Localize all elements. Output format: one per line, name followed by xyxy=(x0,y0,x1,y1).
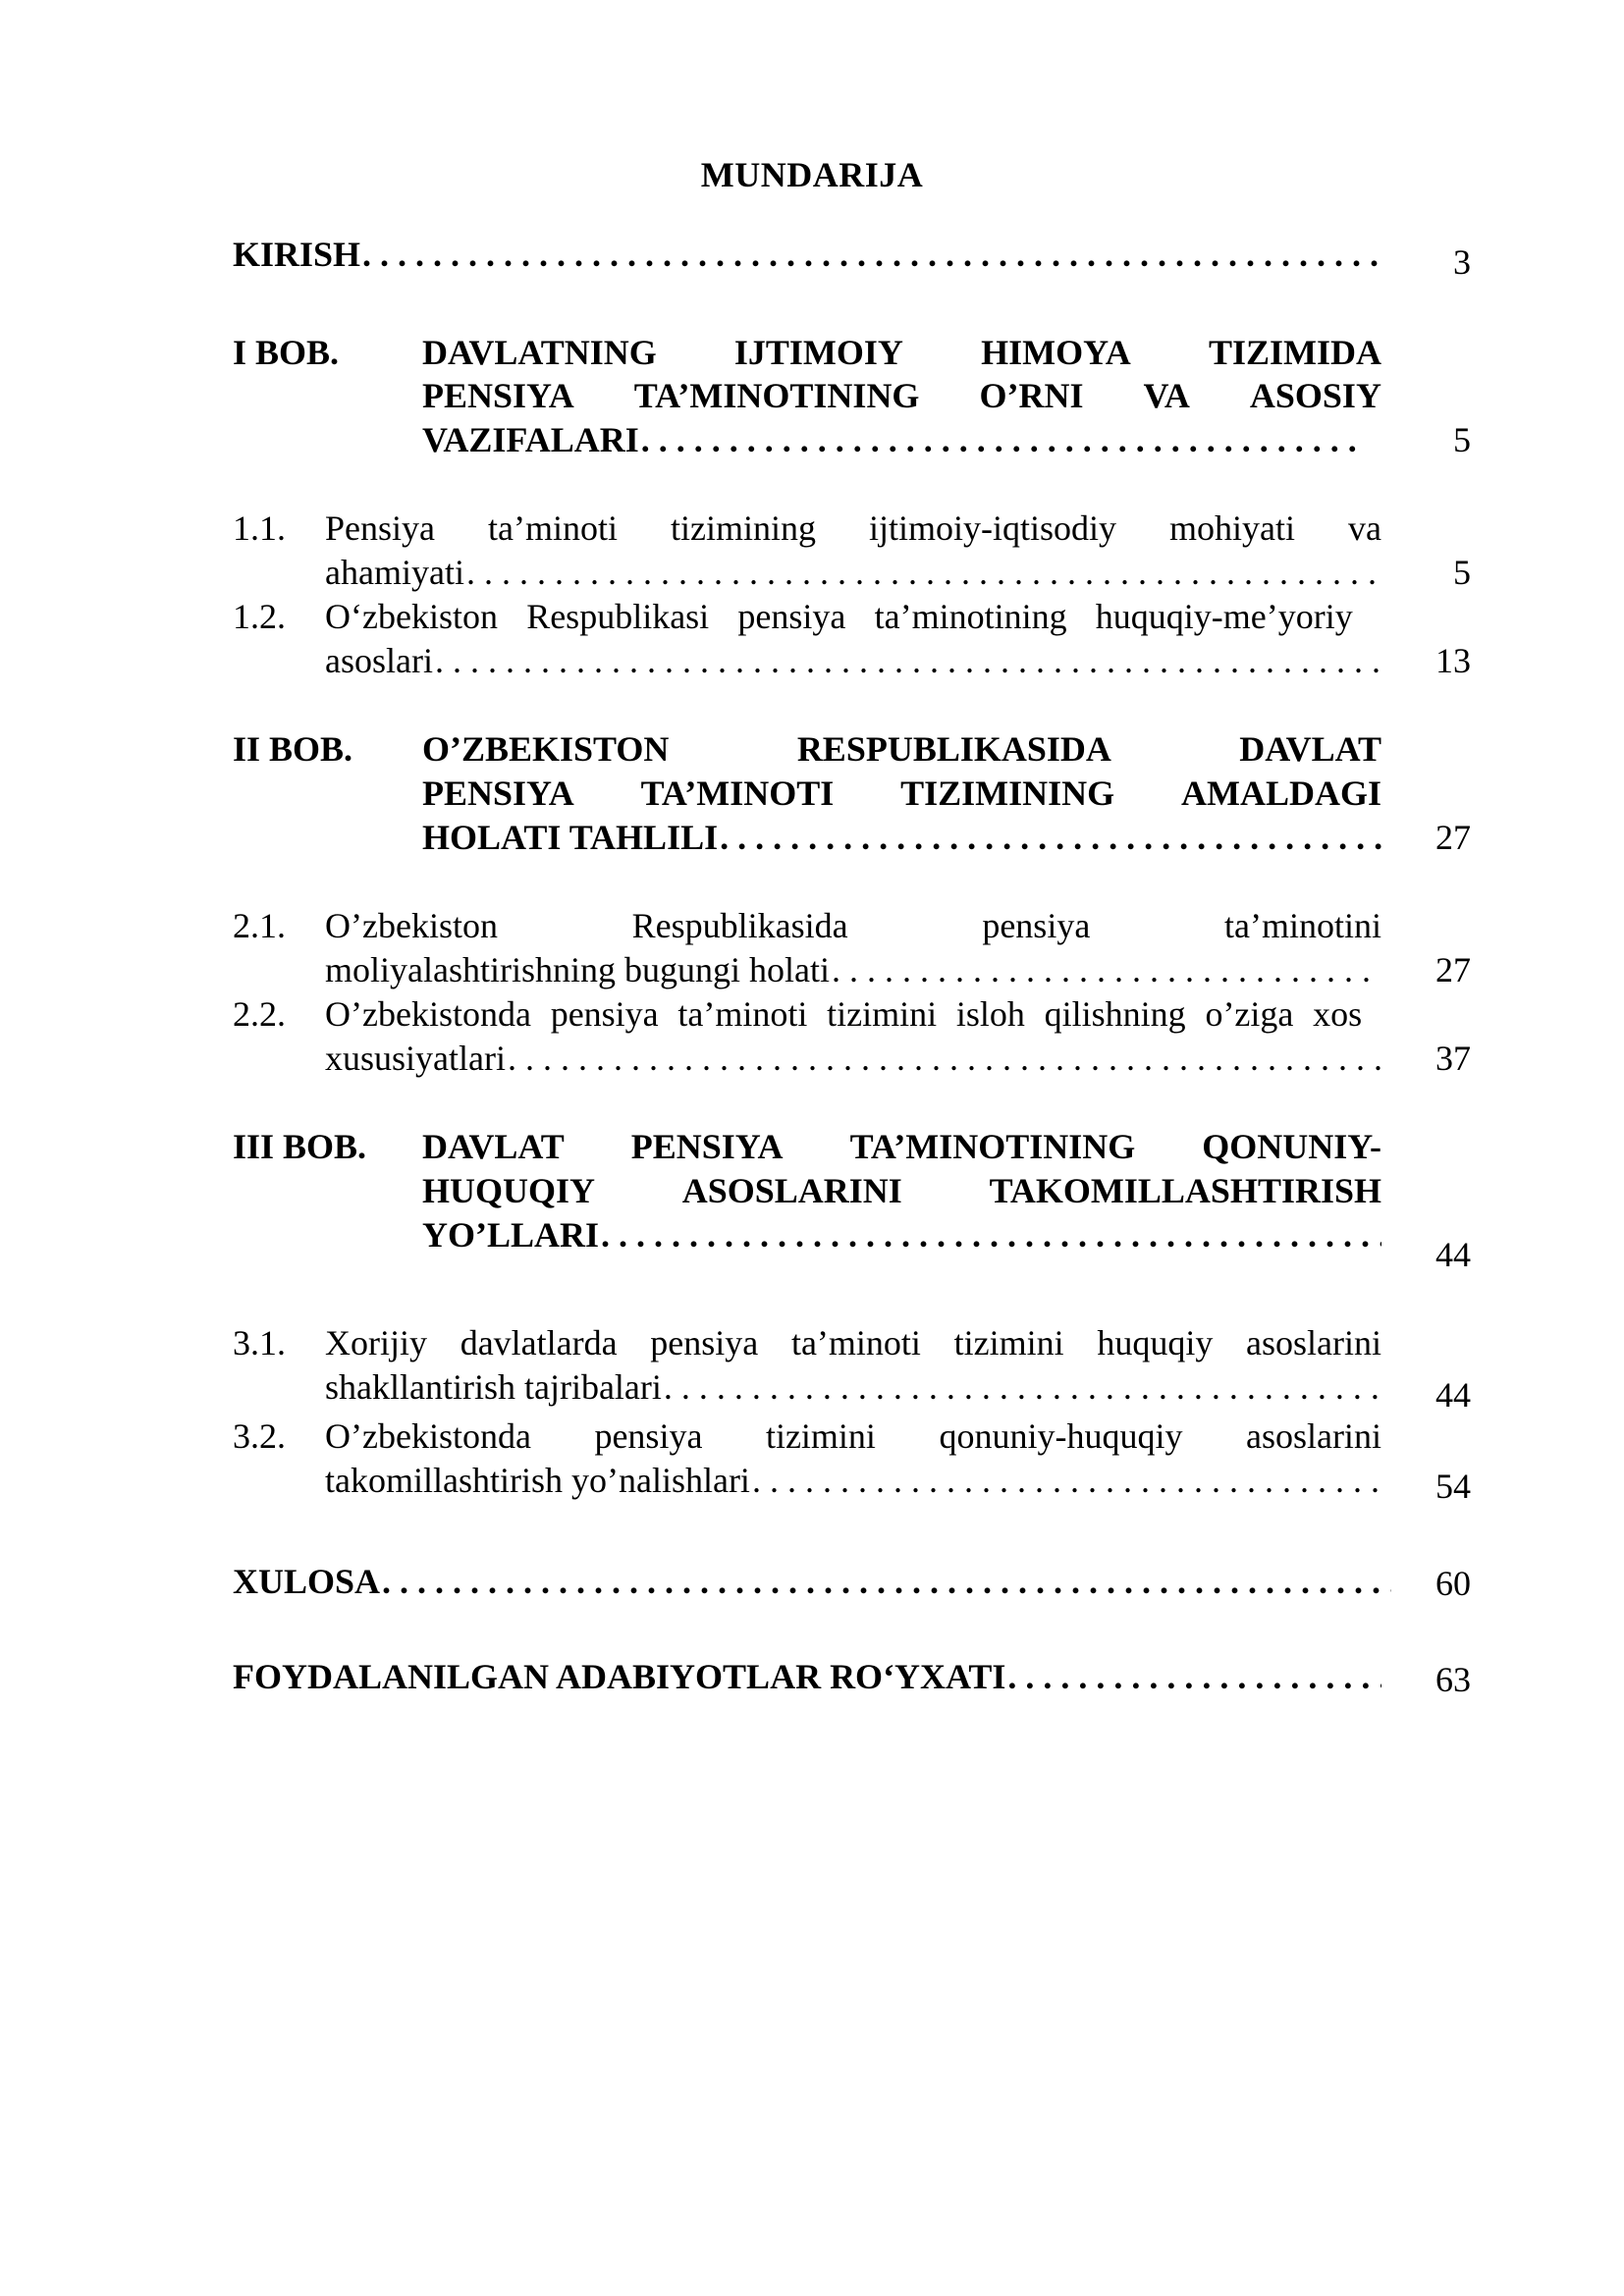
toc-page-number: 27 xyxy=(1435,950,1471,989)
toc-page-number: 44 xyxy=(1435,1375,1471,1415)
toc-entry-3-2[interactable] xyxy=(325,1459,1381,1502)
toc-entry-title: xususiyatlari xyxy=(325,1039,506,1078)
toc-entry-3-1[interactable] xyxy=(325,1365,1381,1409)
chapter-label: II BOB. xyxy=(233,729,353,769)
justified-line: O’zbekiston Respublikasida pensiya ta’minotini xyxy=(325,906,1381,945)
section-number: 3.2. xyxy=(233,1416,286,1456)
justified-line: PENSIYA TA’MINOTI TIZIMINING AMALDAGI xyxy=(422,774,1381,813)
toc-entry-references[interactable] xyxy=(233,1655,1381,1698)
leader-dots xyxy=(664,1365,1381,1409)
toc-entry-title: XULOSA xyxy=(233,1562,381,1601)
toc-entry-ch3[interactable] xyxy=(422,1213,1381,1256)
justified-line: O’zbekistonda pensiya tizimini qonuniy-huquqiy asoslarini xyxy=(325,1416,1381,1456)
leader-dots xyxy=(435,639,1381,682)
chapter-label: III BOB. xyxy=(233,1127,367,1166)
section-title-line xyxy=(325,1321,1381,1364)
justified-line: DAVLAT PENSIYA TA’MINOTINING QONUNIY- xyxy=(422,1127,1381,1166)
toc-entry-title: VAZIFALARI xyxy=(422,420,639,459)
section-number: 2.2. xyxy=(233,994,286,1034)
leader-dots xyxy=(362,233,1381,276)
section-title-line xyxy=(325,595,1381,638)
toc-entry-kirish[interactable] xyxy=(233,233,1381,276)
leader-dots xyxy=(601,1213,1381,1256)
toc-page-number: 3 xyxy=(1453,242,1471,282)
toc-entry-2-2[interactable] xyxy=(325,1037,1381,1080)
leader-dots xyxy=(641,418,1365,461)
chapter-title-line xyxy=(422,1169,1381,1212)
leader-dots xyxy=(508,1037,1381,1080)
toc-entry-ch2[interactable] xyxy=(422,816,1381,859)
toc-entry-title: takomillashtirish yo’nalishlari xyxy=(325,1461,750,1500)
justified-line: O’zbekistonda pensiya ta’minoti tizimini isloh qilishning o’ziga xos xyxy=(325,994,1363,1034)
toc-page-number: 37 xyxy=(1435,1039,1471,1078)
chapter-title-line xyxy=(422,727,1381,771)
chapter-label: I BOB. xyxy=(233,333,340,372)
section-title-line xyxy=(325,904,1381,947)
toc-entry-title: FOYDALANILGAN ADABIYOTLAR RO‘YXATI xyxy=(233,1657,1006,1696)
leader-dots xyxy=(720,816,1381,859)
toc-entry-ch1[interactable] xyxy=(422,418,1365,461)
toc-entry-title: KIRISH xyxy=(233,235,361,274)
chapter-title-line xyxy=(422,1125,1381,1168)
toc-entry-2-1[interactable] xyxy=(325,948,1381,991)
justified-line: O’ZBEKISTON RESPUBLIKASIDA DAVLAT xyxy=(422,729,1381,769)
toc-entry-xulosa[interactable] xyxy=(233,1560,1391,1603)
toc-entry-title: ahamiyati xyxy=(325,553,464,592)
section-number: 1.2. xyxy=(233,597,286,636)
toc-page-number: 44 xyxy=(1435,1235,1471,1274)
chapter-title-line xyxy=(422,772,1381,815)
section-number: 2.1. xyxy=(233,906,286,945)
leader-dots xyxy=(466,551,1381,594)
justified-line: Pensiya ta’minoti tizimining ijtimoiy-iqtisodiy mohiyati va xyxy=(325,508,1381,548)
toc-entry-title: HOLATI TAHLILI xyxy=(422,818,719,857)
justified-line: DAVLATNING IJTIMOIY HIMOYA TIZIMIDA xyxy=(422,333,1381,372)
toc-entry-title: asoslari xyxy=(325,641,433,680)
toc-entry-title: YO’LLARI xyxy=(422,1215,600,1255)
section-title-line xyxy=(325,992,1381,1036)
justified-line: PENSIYA TA’MINOTINING O’RNI VA ASOSIY xyxy=(422,376,1381,415)
chapter-title-line xyxy=(422,374,1381,417)
section-number: 3.1. xyxy=(233,1323,286,1362)
justified-line: Xorijiy davlatlarda pensiya ta’minoti tizimini huquqiy asoslarini xyxy=(325,1323,1381,1362)
toc-page-number: 63 xyxy=(1435,1660,1471,1699)
section-number: 1.1. xyxy=(233,508,286,548)
toc-page-number: 5 xyxy=(1453,420,1471,459)
toc-page-number: 13 xyxy=(1435,641,1471,680)
leader-dots xyxy=(382,1560,1391,1603)
leader-dots xyxy=(832,948,1381,991)
toc-entry-title: shakllantirish tajribalari xyxy=(325,1367,662,1407)
page-title: MUNDARIJA xyxy=(700,155,924,194)
leader-dots xyxy=(1007,1655,1381,1698)
justified-line: O‘zbekiston Respublikasi pensiya ta’minotining huquqiy-me’yoriy xyxy=(325,597,1353,636)
justified-line: HUQUQIY ASOSLARINI TAKOMILLASHTIRISH xyxy=(422,1171,1381,1210)
leader-dots xyxy=(752,1459,1381,1502)
toc-page-number: 27 xyxy=(1435,818,1471,857)
toc-page-number: 5 xyxy=(1453,553,1471,592)
toc-page-number: 54 xyxy=(1435,1467,1471,1506)
toc-page-number: 60 xyxy=(1435,1564,1471,1603)
section-title-line xyxy=(325,507,1381,550)
chapter-title-line xyxy=(422,331,1381,374)
toc-entry-title: moliyalashtirishning bugungi holati xyxy=(325,950,830,989)
toc-entry-1-1[interactable] xyxy=(325,551,1381,594)
section-title-line xyxy=(325,1415,1381,1458)
toc-entry-1-2[interactable] xyxy=(325,639,1381,682)
